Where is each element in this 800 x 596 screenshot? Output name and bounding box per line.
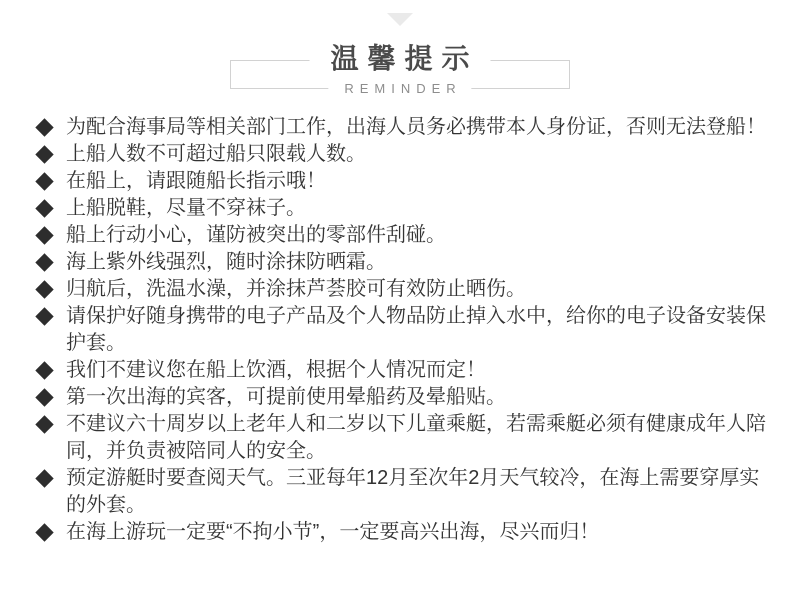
diamond-bullet-icon	[35, 469, 53, 487]
diamond-bullet-icon	[35, 226, 53, 244]
tip-text: 船上行动小心，谨防被突出的零部件刮碰。	[66, 224, 446, 246]
tip-item	[36, 168, 766, 195]
diamond-bullet-icon	[35, 523, 53, 541]
tip-item	[36, 519, 766, 546]
tip-item	[36, 276, 766, 303]
tip-text: 我们不建议您在船上饮酒，根据个人情况而定！	[66, 359, 486, 381]
diamond-bullet-icon	[35, 118, 53, 136]
tip-text: 归航后，洗温水澡，并涂抹芦荟胶可有效防止晒伤。	[66, 278, 526, 300]
tip-item	[36, 357, 766, 384]
tip-text: 预定游艇时要查阅天气。三亚每年12月至次年2月天气较冷，在海上需要穿厚实的外套。	[66, 467, 760, 516]
diamond-bullet-icon	[35, 388, 53, 406]
tip-text: 上船人数不可超过船只限载人数。	[66, 143, 366, 165]
tip-item	[36, 384, 766, 411]
diamond-bullet-icon	[35, 280, 53, 298]
diamond-bullet-icon	[35, 415, 53, 433]
tip-item	[36, 465, 766, 519]
diamond-bullet-icon	[35, 253, 53, 271]
tip-item	[36, 195, 766, 222]
page-subtitle: REMINDER	[328, 81, 471, 97]
tip-item	[36, 249, 766, 276]
diamond-bullet-icon	[35, 172, 53, 190]
diamond-bullet-icon	[35, 361, 53, 379]
tip-text: 为配合海事局等相关部门工作，出海人员务必携带本人身份证，否则无法登船！	[66, 116, 766, 138]
tip-text: 请保护好随身携带的电子产品及个人物品防止掉入水中，给你的电子设备安装保护套。	[66, 305, 766, 354]
tip-text: 在海上游玩一定要“不拘小节”，一定要高兴出海，尽兴而归！	[66, 521, 600, 543]
tip-text: 海上紫外线强烈，随时涂抹防晒霜。	[66, 251, 386, 273]
tip-text: 不建议六十周岁以上老年人和二岁以下儿童乘艇，若需乘艇必须有健康成年人陪同，并负责被陪同人的安全。	[66, 413, 766, 462]
tip-text: 上船脱鞋，尽量不穿袜子。	[66, 197, 306, 219]
tip-item	[36, 303, 766, 357]
down-triangle-icon	[387, 13, 413, 26]
page-title: 温馨提示	[309, 43, 490, 75]
tips-list	[36, 114, 766, 546]
diamond-bullet-icon	[35, 199, 53, 217]
tip-text: 在船上，请跟随船长指示哦！	[66, 170, 326, 192]
diamond-bullet-icon	[35, 145, 53, 163]
tip-item	[36, 222, 766, 249]
tip-item	[36, 114, 766, 141]
tip-text: 第一次出海的宾客，可提前使用晕船药及晕船贴。	[66, 386, 506, 408]
title-box	[230, 42, 570, 97]
tip-item	[36, 411, 766, 465]
diamond-bullet-icon	[35, 307, 53, 325]
reminder-header	[0, 13, 800, 97]
tip-item	[36, 141, 766, 168]
